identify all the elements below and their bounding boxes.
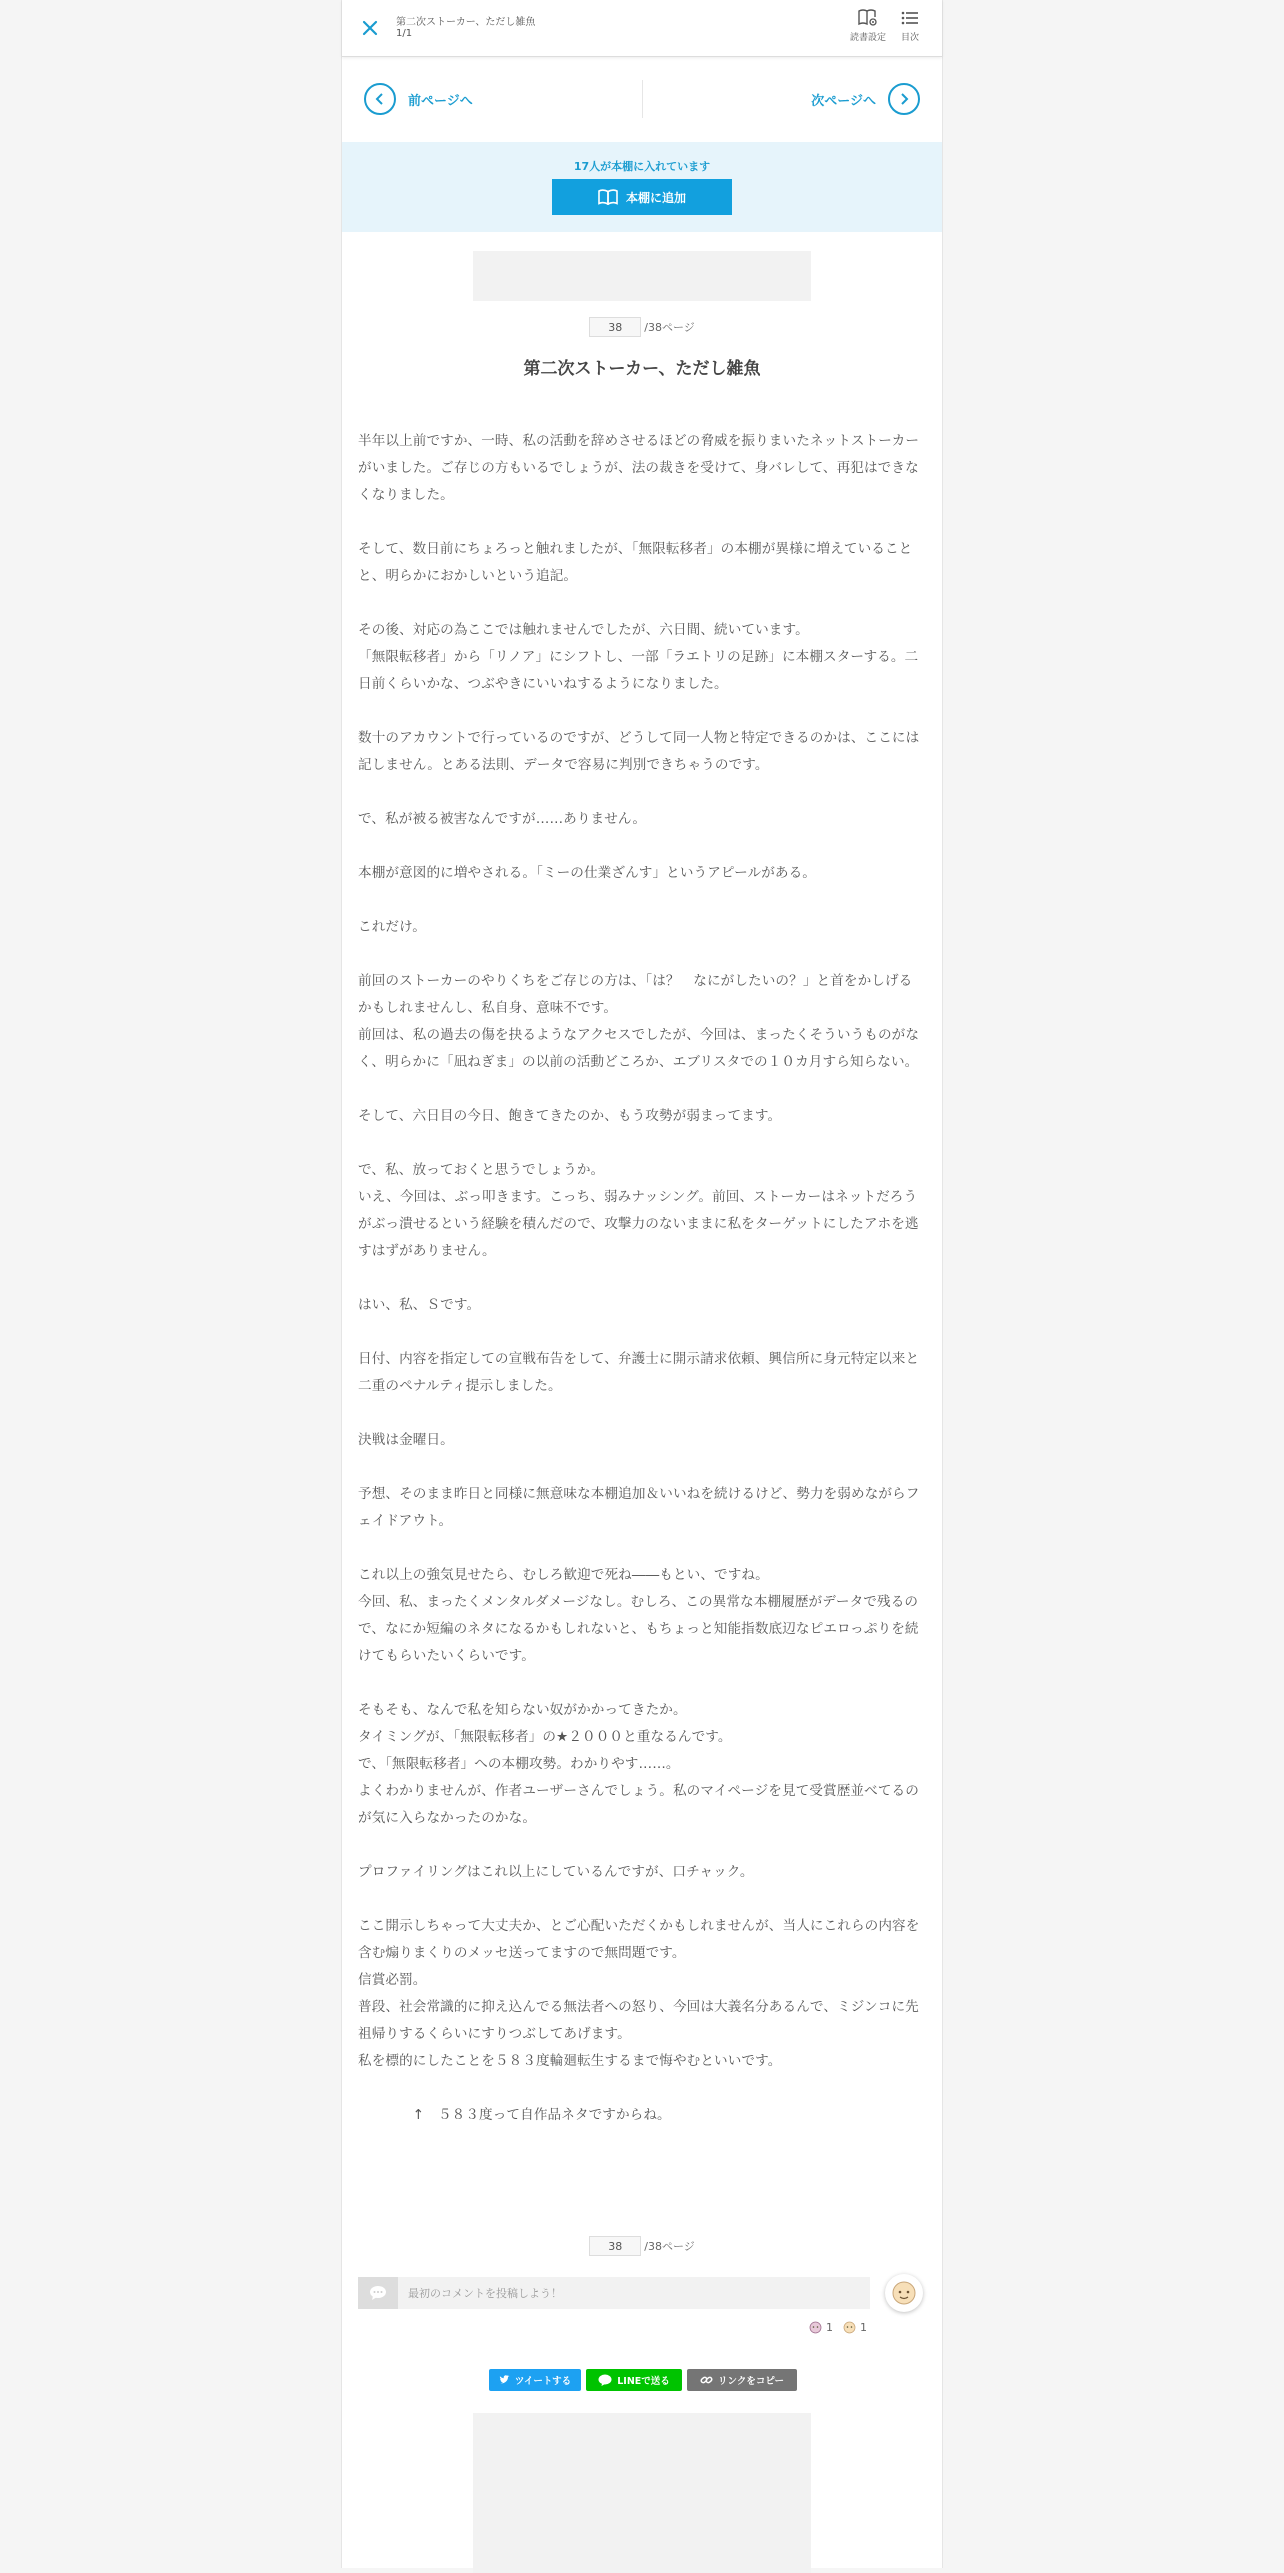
toc-label: 目次: [900, 33, 919, 43]
body-paragraph: 数十のアカウントで行っているのですが、どうして同一人物と特定できるのかは、ここには記しません。とある法則、データで容易に判別できちゃうのです。: [358, 730, 920, 773]
copy-link-label: リンクをコピー: [718, 2376, 784, 2387]
next-page-button[interactable]: [811, 80, 920, 118]
prev-page-label: 前ページへ: [408, 93, 473, 109]
reading-settings-label: 読書設定: [849, 33, 886, 43]
body-paragraph: よくわかりませんが、作者ユーザーさんでしょう。私のマイページを見て受賞歴並べてるのが気に入らなかったのかな。: [358, 1783, 919, 1826]
body-paragraph: [358, 1130, 926, 1157]
copy-link-button[interactable]: [687, 2369, 797, 2391]
ad-banner-bottom: [473, 2413, 811, 2573]
body-paragraph: [358, 590, 926, 617]
close-button[interactable]: [356, 14, 384, 42]
toc-button[interactable]: [888, 8, 932, 50]
body-paragraph: 「無限転移者」から「リノア」にシフトし、一部「ラエトリの足跡」に本棚スターする。二日前くらいかな、つぶやきにいいねするようになりました。: [358, 649, 919, 692]
reaction-count-2[interactable]: [843, 2321, 867, 2334]
body-paragraph: [358, 1400, 926, 1427]
reader-header: [342, 0, 942, 57]
smile-face-icon: [891, 2280, 917, 2306]
body-paragraph: 日付、内容を指定しての宣戦布告をして、弁護士に開示請求依頼、興信所に身元特定以来と二重のペナルティ提示しました。: [358, 1351, 920, 1394]
twitter-bird-icon: [499, 2375, 510, 2385]
body-paragraph: そして、六日目の今日、飽きてきたのか、もう攻勢が弱まってます。: [358, 1108, 782, 1124]
body-paragraph: 決戦は金曜日。: [358, 1432, 454, 1448]
reader-page: [341, 0, 943, 2568]
body-paragraph: [358, 1670, 926, 1697]
body-paragraph: [358, 941, 926, 968]
nav-divider: [642, 80, 643, 118]
open-book-icon: [598, 189, 618, 205]
body-paragraph: プロファイリングはこれ以上にしているんですが、口チャック。: [358, 1864, 754, 1880]
page-indicator-top: [342, 317, 942, 337]
reaction-count-value: 1: [826, 2321, 833, 2334]
body-paragraph: そもそも、なんで私を知らない奴がかかってきたか。: [358, 1702, 687, 1718]
episode-body: [358, 428, 926, 2129]
comment-placeholder: 最初のコメントを投稿しよう！: [408, 2287, 562, 2300]
close-icon: [362, 20, 378, 36]
body-paragraph: [358, 2075, 926, 2102]
body-paragraph: [358, 698, 926, 725]
book-settings-icon: [857, 8, 879, 28]
body-paragraph: 予想、そのまま昨日と同様に無意味な本棚追加＆いいねを続けるけど、勢力を弱めながらフェイドアウト。: [358, 1486, 920, 1529]
tweet-label: ツイートする: [514, 2376, 572, 2387]
list-icon: [900, 8, 920, 28]
body-paragraph: これだけ。: [358, 919, 426, 935]
reaction-count-1[interactable]: [809, 2321, 833, 2334]
bookshelf-count: 17人が本棚に入れています: [573, 160, 711, 173]
body-paragraph: [358, 1265, 926, 1292]
body-paragraph: ↑ ５８３度って自作品ネタですからね。: [358, 2107, 671, 2123]
body-paragraph: その後、対応の為ここでは触れませんでしたが、六日間、続いています。: [358, 622, 809, 638]
tweet-button[interactable]: [489, 2369, 581, 2391]
comment-input[interactable]: [358, 2277, 870, 2309]
prev-page-button[interactable]: [364, 80, 473, 118]
page-number-input[interactable]: 38: [589, 317, 641, 337]
body-paragraph: で、「無限転移者」への本棚攻勢。わかりやす……。: [358, 1756, 680, 1772]
page-total-bottom: /38ページ: [644, 2240, 695, 2253]
line-share-label: LINEで送る: [617, 2376, 670, 2387]
bookshelf-band: [342, 142, 942, 232]
body-paragraph: [358, 1076, 926, 1103]
body-paragraph: これ以上の強気見せたら、むしろ歓迎で死ね――もとい、ですね。: [358, 1567, 769, 1583]
body-paragraph: 私を標的にしたことを５８３度輪廻転生するまで悔やむといいです。: [358, 2053, 782, 2069]
body-paragraph: 半年以上前ですか、一時、私の活動を辞めさせるほどの脅威を振りまいたネットストーカーがいました。ご存じの方もいるでしょうが、法の裁きを受けて、身バレして、再犯はできなくなりました。: [358, 433, 920, 503]
body-paragraph: [358, 509, 926, 536]
reaction-button[interactable]: [885, 2274, 923, 2312]
line-logo-icon: [598, 2374, 612, 2386]
body-paragraph: 前回は、私の過去の傷を抉るようなアクセスでしたが、今回は、まったくそういうものがなく、明らかに「凪ねぎま」の以前の活動どころか、エブリスタでの１０カ月すら知らない。: [358, 1027, 920, 1070]
page-total: /38ページ: [644, 321, 695, 334]
body-paragraph: 本棚が意図的に増やされる。「ミーの仕業ざんす」というアピールがある。: [358, 865, 816, 881]
body-paragraph: [358, 1319, 926, 1346]
body-paragraph: 普段、社会常識的に抑え込んでる無法者への怒り、今回は大義名分あるんで、ミジンコに先祖帰りするくらいにすりつぶしてあげます。: [358, 1999, 919, 2042]
body-paragraph: [358, 779, 926, 806]
ad-banner-top: [473, 251, 811, 301]
body-paragraph: タイミングが、「無限転移者」の★２０００と重なるんです。: [358, 1729, 732, 1745]
smile-face-icon: [843, 2321, 856, 2334]
body-paragraph: はい、私、Ｓです。: [358, 1297, 481, 1313]
body-paragraph: [358, 1454, 926, 1481]
add-to-bookshelf-button[interactable]: [552, 179, 732, 215]
episode-title: 第二次ストーカー、ただし雑魚: [523, 359, 761, 379]
chevron-left-icon: [364, 83, 396, 115]
body-paragraph: いえ、今回は、ぶっ叩きます。こっち、弱みナッシング。前回、ストーカーはネットだろうがぶっ潰せるという経験を積んだので、攻撃力のないままに私をターゲットにしたアホを逃すはずがありません。: [358, 1189, 919, 1259]
body-paragraph: [358, 833, 926, 860]
body-paragraph: で、私が被る被害なんですが……ありません。: [358, 811, 647, 827]
body-paragraph: で、私、放っておくと思うでしょうか。: [358, 1162, 605, 1178]
page-navigation: [342, 70, 942, 128]
body-paragraph: ここ開示しちゃって大丈夫か、とご心配いただくかもしれませんが、当人にこれらの内容を含む煽りまくりのメッセ送ってますので無問題です。: [358, 1918, 920, 1961]
chevron-right-icon: [888, 83, 920, 115]
body-paragraph: 前回のストーカーのやりくちをご存じの方は、「は？ なにがしたいの？」と首をかしげるかもしれませんし、私自身、意味不です。: [358, 973, 913, 1016]
body-paragraph: [358, 1535, 926, 1562]
page-number-input-bottom[interactable]: 38: [589, 2236, 641, 2256]
speech-bubble-icon: [358, 2277, 398, 2309]
body-paragraph: [358, 1832, 926, 1859]
body-paragraph: 信賞必罰。: [358, 1972, 427, 1988]
body-paragraph: [358, 887, 926, 914]
add-to-bookshelf-label: 本棚に追加: [625, 190, 686, 205]
reaction-count-value: 1: [860, 2321, 867, 2334]
reading-settings-button[interactable]: [846, 8, 890, 50]
next-page-label: 次ページへ: [811, 93, 876, 109]
line-share-button[interactable]: [586, 2369, 682, 2391]
page-indicator-bottom: [342, 2236, 942, 2256]
header-title: 第二次ストーカー、ただし雑魚: [396, 17, 536, 28]
body-paragraph: 今回、私、まったくメンタルダメージなし。むしろ、この異常な本棚履歴がデータで残るので、なにか短編のネタになるかもしれないと、もちょっと知能指数底辺なピエロっぷりを続けてもらいたいくらいです。: [358, 1594, 919, 1664]
link-icon: [700, 2374, 713, 2386]
header-page-count: 1/1: [396, 28, 413, 39]
body-paragraph: [358, 1886, 926, 1913]
reaction-face-icon: [809, 2321, 822, 2334]
body-paragraph: そして、数日前にちょろっと触れましたが、「無限転移者」の本棚が異様に増えていることと、明らかにおかしいという追記。: [358, 541, 913, 584]
